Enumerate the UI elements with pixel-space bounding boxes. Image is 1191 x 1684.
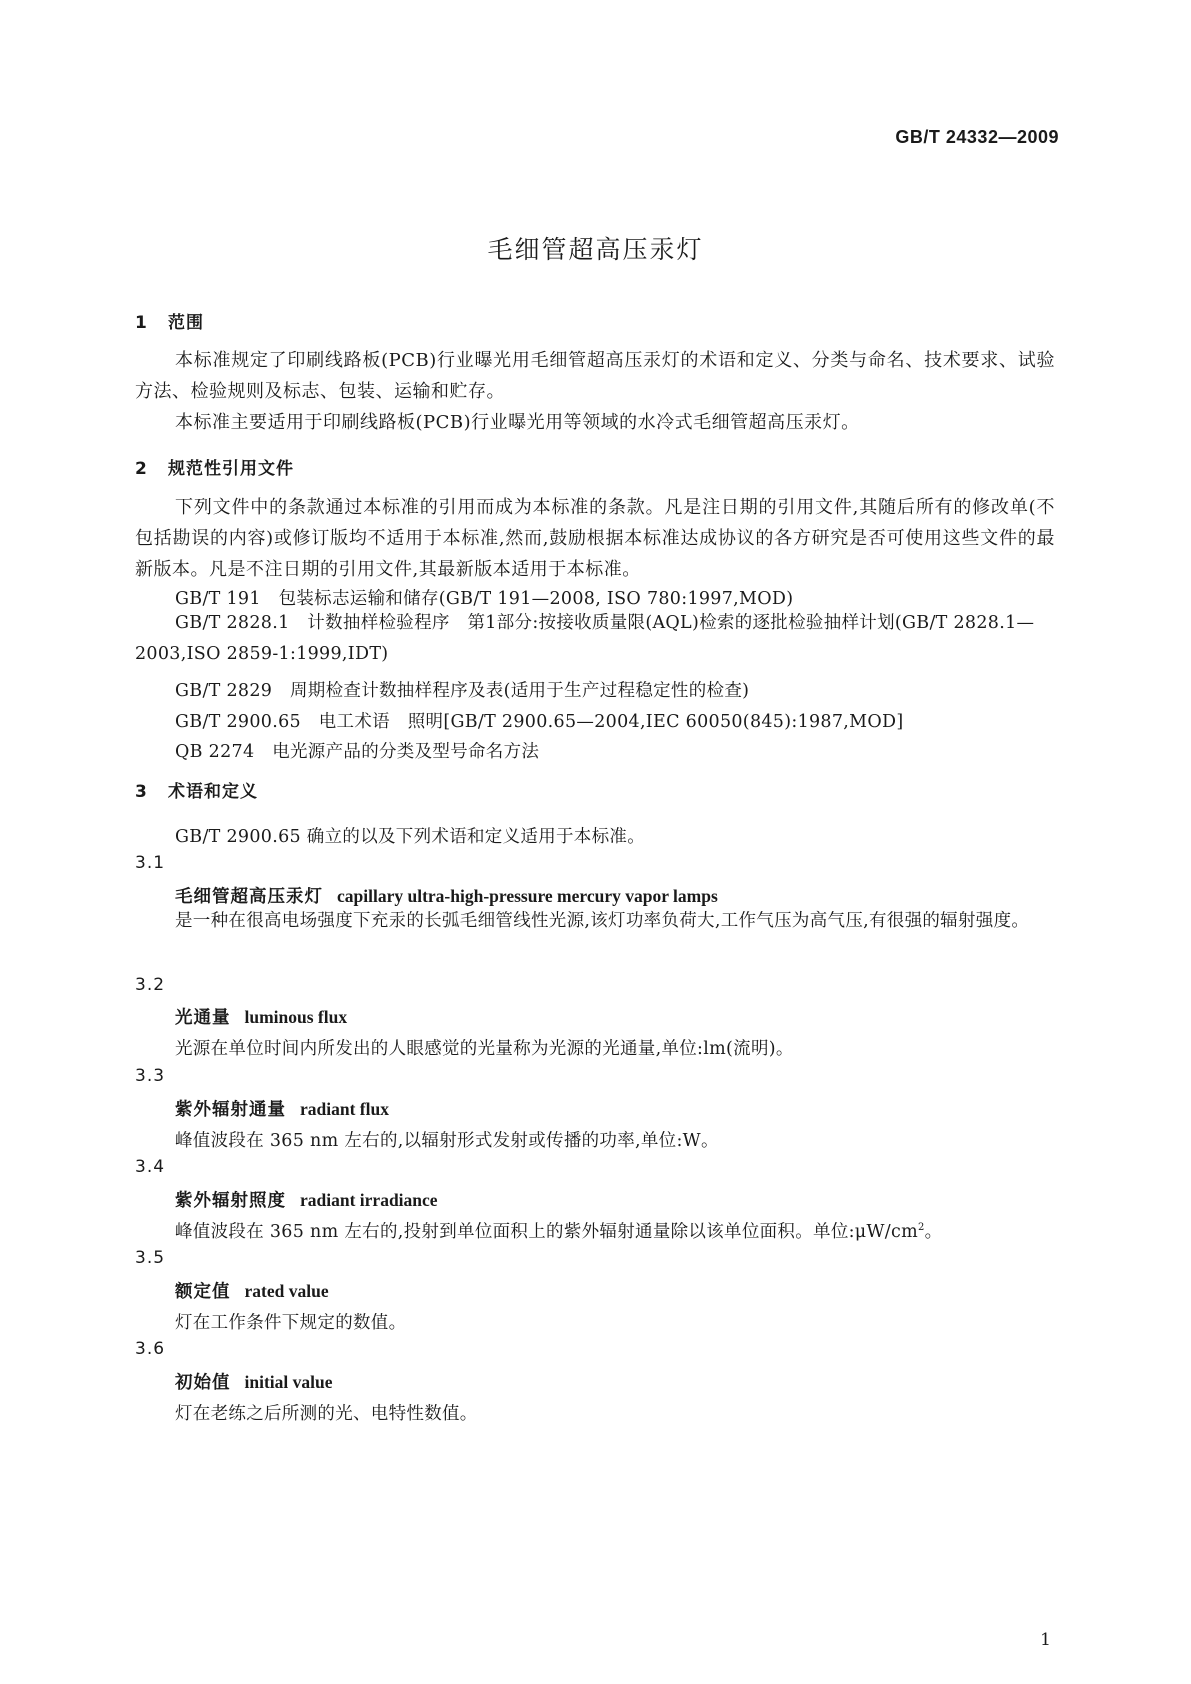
term-definition-text: 峰值波段在 365 nm 左右的,投射到单位面积上的紫外辐射通量除以该单位面积。单位:μW/cm xyxy=(175,1222,918,1242)
term-definition: 灯在老练之后所测的光、电特性数值。 xyxy=(175,1404,478,1424)
term-definition-tail: 。 xyxy=(924,1222,943,1242)
section-number: 1 xyxy=(135,313,148,333)
term-heading xyxy=(175,1096,389,1121)
term-en: luminous flux xyxy=(244,1007,348,1027)
term-zh: 毛细管超高压汞灯 xyxy=(175,887,323,907)
reference-item: QB 2274 电光源产品的分类及型号命名方法 xyxy=(175,742,540,762)
term-en: initial value xyxy=(244,1372,333,1392)
section-title: 术语和定义 xyxy=(168,782,258,802)
clause-number: 3.5 xyxy=(135,1248,166,1268)
term-zh: 光通量 xyxy=(175,1008,231,1028)
section-title: 规范性引用文件 xyxy=(168,459,294,479)
term-heading xyxy=(175,1278,329,1303)
term-en: rated value xyxy=(244,1281,329,1301)
section-title: 范围 xyxy=(168,313,204,333)
term-definition: 灯在工作条件下规定的数值。 xyxy=(175,1313,407,1333)
term-heading xyxy=(175,1187,438,1212)
clause-number: 3.3 xyxy=(135,1066,166,1086)
page-number: 1 xyxy=(1040,1630,1051,1650)
term-zh: 额定值 xyxy=(175,1282,231,1302)
reference-item: GB/T 2828.1 计数抽样检验程序 第1部分:按接收质量限(AQL)检索的逐批检验抽样计划(GB/T 2828.1—2003,ISO 2859-1:1999,IDT) xyxy=(135,613,1035,664)
term-definition: 光源在单位时间内所发出的人眼感觉的光量称为光源的光通量,单位:lm(流明)。 xyxy=(175,1039,794,1059)
clause-number: 3.4 xyxy=(135,1157,166,1177)
term-zh: 初始值 xyxy=(175,1373,231,1393)
document-title: 毛细管超高压汞灯 xyxy=(487,235,704,264)
terms-intro: GB/T 2900.65 确立的以及下列术语和定义适用于本标准。 xyxy=(175,827,645,847)
term-en: radiant flux xyxy=(300,1099,389,1119)
reference-item: GB/T 2829 周期检查计数抽样程序及表(适用于生产过程稳定性的检查) xyxy=(175,681,750,701)
superscript: 2 xyxy=(917,1222,925,1234)
clause-number: 3.2 xyxy=(135,975,166,995)
term-en: capillary ultra-high-pressure mercury vapor lamps xyxy=(337,886,718,906)
term-definition: 峰值波段在 365 nm 左右的,以辐射形式发射或传播的功率,单位:W。 xyxy=(175,1131,719,1151)
term-heading xyxy=(175,1004,347,1029)
reference-item: GB/T 191 包装标志运输和储存(GB/T 191—2008, ISO 780:1997,MOD) xyxy=(175,589,794,609)
section-heading-scope xyxy=(135,308,204,333)
section-number: 2 xyxy=(135,459,148,479)
section-number: 3 xyxy=(135,782,148,802)
reference-item: GB/T 2900.65 电工术语 照明[GB/T 2900.65—2004,IEC 60050(845):1987,MOD] xyxy=(175,712,904,732)
term-definition: 是一种在很高电场强度下充汞的长弧毛细管线性光源,该灯功率负荷大,工作气压为高气压,有很强的辐射强度。 xyxy=(175,911,1030,931)
scope-paragraph-2: 本标准主要适用于印刷线路板(PCB)行业曝光用等领域的水冷式毛细管超高压汞灯。 xyxy=(175,412,860,433)
clause-number: 3.6 xyxy=(135,1339,166,1359)
term-zh: 紫外辐射通量 xyxy=(175,1100,286,1120)
term-heading xyxy=(175,1369,333,1394)
term-definition xyxy=(175,1218,942,1243)
references-intro: 下列文件中的条款通过本标准的引用而成为本标准的条款。凡是注日期的引用文件,其随后所有的修改单(不包括勘误的内容)或修订版均不适用于本标准,然而,鼓励根据本标准达成协议的各方研究是否可使用这些文件的最新版本。凡是不注日期的引用文件,其最新版本适用于本标准。 xyxy=(135,497,1055,580)
term-en: radiant irradiance xyxy=(300,1190,438,1210)
section-heading-terms xyxy=(135,777,258,802)
term-zh: 紫外辐射照度 xyxy=(175,1191,286,1211)
clause-number: 3.1 xyxy=(135,853,166,873)
scope-paragraph-1: 本标准规定了印刷线路板(PCB)行业曝光用毛细管超高压汞灯的术语和定义、分类与命名、技术要求、试验方法、检验规则及标志、包装、运输和贮存。 xyxy=(135,350,1055,402)
term-heading xyxy=(175,883,718,908)
section-heading-references xyxy=(135,454,294,479)
standard-number: GB/T 24332—2009 xyxy=(895,127,1059,147)
